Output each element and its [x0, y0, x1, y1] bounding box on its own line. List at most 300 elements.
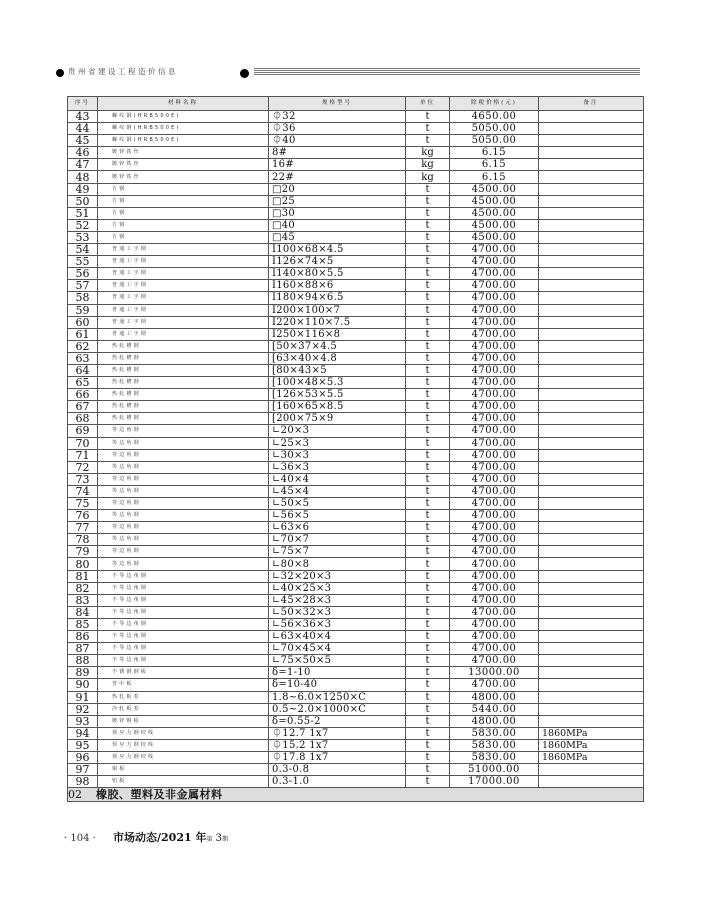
spec-model-cell: ∟70×7: [269, 534, 406, 546]
price-cell: 4700.00: [450, 389, 539, 401]
unit-cell: t: [406, 461, 450, 473]
remark-cell: [539, 522, 644, 534]
price-cell: 4700.00: [450, 546, 539, 558]
remark-cell: [539, 377, 644, 389]
row-number-cell: 72: [68, 461, 98, 473]
remark-cell: [539, 498, 644, 510]
remark-cell: [539, 546, 644, 558]
material-name-cell: 等边角钢: [98, 449, 269, 461]
remark-cell: [539, 328, 644, 340]
price-cell: 4700.00: [450, 643, 539, 655]
spec-model-cell: I250×116×8: [269, 328, 406, 340]
remark-cell: [539, 558, 644, 570]
table-row: [68, 111, 644, 123]
row-number-cell: 44: [68, 123, 98, 135]
spec-model-cell: ⏀12.7 1x7: [269, 727, 406, 739]
remark-cell: [539, 135, 644, 147]
spec-model-cell: I160×88×6: [269, 280, 406, 292]
spec-model-cell: ∟56×5: [269, 510, 406, 522]
remark-cell: [539, 618, 644, 630]
remark-cell: [539, 147, 644, 159]
material-name-cell: 不锈钢钢板: [98, 667, 269, 679]
price-cell: 4700.00: [450, 364, 539, 376]
spec-model-cell: ∟36×3: [269, 461, 406, 473]
table-row: [68, 739, 644, 751]
remark-cell: [539, 183, 644, 195]
price-cell: 4700.00: [450, 292, 539, 304]
material-name-cell: 热轧槽钢: [98, 401, 269, 413]
table-row: [68, 364, 644, 376]
remark-cell: [539, 643, 644, 655]
table-row: [68, 123, 644, 135]
remark-cell: [539, 606, 644, 618]
issue-suffix: 期: [222, 836, 229, 843]
material-name-cell: 等边角钢: [98, 473, 269, 485]
spec-model-cell: □40: [269, 219, 406, 231]
row-number-cell: 63: [68, 352, 98, 364]
table-row: [68, 292, 644, 304]
material-name-cell: 铝板: [98, 776, 269, 788]
material-name-cell: 等边角钢: [98, 510, 269, 522]
spec-model-cell: ∟50×5: [269, 498, 406, 510]
price-cell: 5830.00: [450, 727, 539, 739]
material-name-cell: 冷轧板卷: [98, 703, 269, 715]
remark-cell: 1860MPa: [539, 739, 644, 751]
table-row: [68, 316, 644, 328]
table-row: [68, 352, 644, 364]
spec-model-cell: I180×94×6.5: [269, 292, 406, 304]
price-cell: 4700.00: [450, 377, 539, 389]
issue-number: 3: [215, 833, 223, 844]
unit-cell: t: [406, 111, 450, 123]
col-header-price: 除税价格(元): [450, 97, 539, 111]
unit-cell: t: [406, 498, 450, 510]
table-row: [68, 413, 644, 425]
price-cell: 6.15: [450, 171, 539, 183]
material-name-cell: 不等边角钢: [98, 594, 269, 606]
material-name-cell: 热轧槽钢: [98, 413, 269, 425]
table-row: [68, 207, 644, 219]
unit-cell: t: [406, 183, 450, 195]
table-row: [68, 437, 644, 449]
row-number-cell: 60: [68, 316, 98, 328]
spec-model-cell: [126×53×5.5: [269, 389, 406, 401]
material-name-cell: 不等边角钢: [98, 606, 269, 618]
material-name-cell: 热轧槽钢: [98, 340, 269, 352]
remark-cell: [539, 413, 644, 425]
price-cell: 5440.00: [450, 703, 539, 715]
remark-cell: [539, 401, 644, 413]
table-row: [68, 473, 644, 485]
unit-cell: kg: [406, 159, 450, 171]
unit-cell: t: [406, 667, 450, 679]
unit-cell: t: [406, 389, 450, 401]
row-number-cell: 73: [68, 473, 98, 485]
row-number-cell: 90: [68, 679, 98, 691]
table-row: [68, 534, 644, 546]
row-number-cell: 61: [68, 328, 98, 340]
price-cell: 4700.00: [450, 401, 539, 413]
table-row: [68, 582, 644, 594]
table-row: [68, 389, 644, 401]
table-row: [68, 631, 644, 643]
spec-model-cell: 0.5~2.0×1000×C: [269, 703, 406, 715]
table-row: [68, 171, 644, 183]
table-row: [68, 268, 644, 280]
remark-cell: [539, 570, 644, 582]
unit-cell: t: [406, 764, 450, 776]
unit-cell: t: [406, 594, 450, 606]
table-row: [68, 183, 644, 195]
unit-cell: t: [406, 280, 450, 292]
row-number-cell: 77: [68, 522, 98, 534]
table-row: [68, 510, 644, 522]
unit-cell: t: [406, 292, 450, 304]
row-number-cell: 79: [68, 546, 98, 558]
spec-model-cell: ∟25×3: [269, 437, 406, 449]
table-row: [68, 594, 644, 606]
spec-model-cell: I220×110×7.5: [269, 316, 406, 328]
col-header-remark: 备注: [539, 97, 644, 111]
row-number-cell: 88: [68, 655, 98, 667]
spec-model-cell: ∟40×25×3: [269, 582, 406, 594]
row-number-cell: 56: [68, 268, 98, 280]
unit-cell: t: [406, 522, 450, 534]
spec-model-cell: 22#: [269, 171, 406, 183]
material-name-cell: 螺纹钢(HRB500E): [98, 111, 269, 123]
spec-model-cell: ⏀36: [269, 123, 406, 135]
material-name-cell: 螺纹钢(HRB500E): [98, 135, 269, 147]
price-cell: 4700.00: [450, 570, 539, 582]
material-name-cell: 方钢: [98, 183, 269, 195]
price-cell: 4700.00: [450, 655, 539, 667]
table-row: [68, 764, 644, 776]
material-name-cell: 等边角钢: [98, 558, 269, 570]
unit-cell: t: [406, 618, 450, 630]
spec-model-cell: ∟20×3: [269, 425, 406, 437]
row-number-cell: 70: [68, 437, 98, 449]
price-cell: 4700.00: [450, 485, 539, 497]
table-row: [68, 570, 644, 582]
spec-model-cell: 1.8~6.0×1250×C: [269, 691, 406, 703]
col-header-name: 材料名称: [98, 97, 269, 111]
row-number-cell: 75: [68, 498, 98, 510]
spec-model-cell: ∟80×8: [269, 558, 406, 570]
spec-model-cell: ∟75×50×5: [269, 655, 406, 667]
row-number-cell: 96: [68, 751, 98, 763]
row-number-cell: 94: [68, 727, 98, 739]
unit-cell: t: [406, 606, 450, 618]
table-row: [68, 618, 644, 630]
remark-cell: [539, 268, 644, 280]
spec-model-cell: 0.3-0.8: [269, 764, 406, 776]
material-name-cell: 等边角钢: [98, 485, 269, 497]
remark-cell: [539, 764, 644, 776]
spec-model-cell: □45: [269, 231, 406, 243]
row-number-cell: 97: [68, 764, 98, 776]
spec-model-cell: ∟30×3: [269, 449, 406, 461]
price-cell: 4500.00: [450, 183, 539, 195]
table-row: [68, 280, 644, 292]
remark-cell: [539, 316, 644, 328]
table-row: [68, 377, 644, 389]
row-number-cell: 59: [68, 304, 98, 316]
unit-cell: t: [406, 256, 450, 268]
bullet-dot-icon: [240, 69, 249, 78]
remark-cell: [539, 364, 644, 376]
price-cell: 4500.00: [450, 219, 539, 231]
material-name-cell: 镀锌铁丝: [98, 159, 269, 171]
remark-cell: [539, 594, 644, 606]
unit-cell: kg: [406, 171, 450, 183]
table-row: [68, 219, 644, 231]
price-cell: 4700.00: [450, 594, 539, 606]
table-row: [68, 485, 644, 497]
table-row: [68, 159, 644, 171]
material-name-cell: 等边角钢: [98, 461, 269, 473]
table-row: [68, 703, 644, 715]
row-number-cell: 98: [68, 776, 98, 788]
price-cell: 4500.00: [450, 207, 539, 219]
spec-model-cell: ⏀32: [269, 111, 406, 123]
material-name-cell: 普通工字钢: [98, 268, 269, 280]
remark-cell: [539, 159, 644, 171]
spec-model-cell: I200×100×7: [269, 304, 406, 316]
price-cell: 4700.00: [450, 352, 539, 364]
remark-cell: [539, 123, 644, 135]
price-cell: 4700.00: [450, 522, 539, 534]
remark-cell: [539, 510, 644, 522]
spec-model-cell: ∟40×4: [269, 473, 406, 485]
price-cell: 4800.00: [450, 691, 539, 703]
row-number-cell: 93: [68, 715, 98, 727]
remark-cell: [539, 631, 644, 643]
remark-cell: [539, 280, 644, 292]
price-cell: 4700.00: [450, 606, 539, 618]
table-row: [68, 655, 644, 667]
remark-cell: [539, 485, 644, 497]
material-name-cell: 不等边角钢: [98, 631, 269, 643]
row-number-cell: 81: [68, 570, 98, 582]
price-cell: 4700.00: [450, 437, 539, 449]
table-row: [68, 498, 644, 510]
price-cell: 6.15: [450, 147, 539, 159]
row-number-cell: 91: [68, 691, 98, 703]
unit-cell: t: [406, 231, 450, 243]
price-cell: 5050.00: [450, 135, 539, 147]
remark-cell: [539, 776, 644, 788]
unit-cell: t: [406, 582, 450, 594]
row-number-cell: 83: [68, 594, 98, 606]
unit-cell: t: [406, 703, 450, 715]
price-table: [67, 96, 644, 802]
price-cell: 4700.00: [450, 244, 539, 256]
price-cell: 5050.00: [450, 123, 539, 135]
material-name-cell: 镀锌钢板: [98, 715, 269, 727]
unit-cell: t: [406, 340, 450, 352]
table-row: [68, 715, 644, 727]
unit-cell: t: [406, 328, 450, 340]
remark-cell: [539, 425, 644, 437]
price-cell: 4700.00: [450, 461, 539, 473]
unit-cell: t: [406, 655, 450, 667]
material-name-cell: 不等边角钢: [98, 643, 269, 655]
table-row: [68, 558, 644, 570]
page-footer: [64, 829, 228, 845]
spec-model-cell: δ=0.55-2: [269, 715, 406, 727]
spec-model-cell: □25: [269, 195, 406, 207]
material-name-cell: 等边角钢: [98, 425, 269, 437]
row-number-cell: 46: [68, 147, 98, 159]
spec-model-cell: [50×37×4.5: [269, 340, 406, 352]
row-number-cell: 74: [68, 485, 98, 497]
spec-model-cell: ∟56×36×3: [269, 618, 406, 630]
material-name-cell: 等边角钢: [98, 498, 269, 510]
price-cell: 4500.00: [450, 231, 539, 243]
material-name-cell: 镀锌铁丝: [98, 147, 269, 159]
unit-cell: t: [406, 643, 450, 655]
price-cell: 51000.00: [450, 764, 539, 776]
remark-cell: [539, 461, 644, 473]
row-number-cell: 78: [68, 534, 98, 546]
table-row: [68, 606, 644, 618]
unit-cell: t: [406, 558, 450, 570]
table-row: [68, 667, 644, 679]
unit-cell: t: [406, 244, 450, 256]
table-row: [68, 425, 644, 437]
unit-cell: t: [406, 776, 450, 788]
bullet-dot-icon: [56, 69, 64, 77]
row-number-cell: 82: [68, 582, 98, 594]
spec-model-cell: I100×68×4.5: [269, 244, 406, 256]
spec-model-cell: ⏀15.2 1x7: [269, 739, 406, 751]
price-cell: 4700.00: [450, 473, 539, 485]
remark-cell: [539, 292, 644, 304]
material-name-cell: 螺纹钢(HRB500E): [98, 123, 269, 135]
price-cell: 4700.00: [450, 316, 539, 328]
publication-title: 贵州省建设工程造价信息: [68, 67, 178, 76]
remark-cell: [539, 207, 644, 219]
col-header-no: 序号: [68, 97, 98, 111]
material-name-cell: 预应力钢绞线: [98, 751, 269, 763]
category-code: 02: [68, 788, 82, 802]
page-number: · 104 ·: [64, 833, 96, 844]
remark-cell: [539, 219, 644, 231]
spec-model-cell: [63×40×4.8: [269, 352, 406, 364]
spec-model-cell: ⏀17.8 1x7: [269, 751, 406, 763]
price-cell: 4700.00: [450, 340, 539, 352]
row-number-cell: 85: [68, 618, 98, 630]
unit-cell: t: [406, 437, 450, 449]
remark-cell: [539, 256, 644, 268]
table-row: [68, 304, 644, 316]
header-rule-lines: [254, 68, 640, 75]
material-name-cell: 不等边角钢: [98, 618, 269, 630]
remark-cell: [539, 352, 644, 364]
issue-prefix: 第: [206, 836, 213, 843]
spec-model-cell: 16#: [269, 159, 406, 171]
unit-cell: t: [406, 413, 450, 425]
unit-cell: t: [406, 207, 450, 219]
spec-model-cell: 8#: [269, 147, 406, 159]
table-header-row: [68, 97, 644, 111]
remark-cell: [539, 195, 644, 207]
row-number-cell: 92: [68, 703, 98, 715]
spec-model-cell: ⏀40: [269, 135, 406, 147]
remark-cell: [539, 667, 644, 679]
material-name-cell: 不等边角钢: [98, 582, 269, 594]
price-cell: 4700.00: [450, 618, 539, 630]
spec-model-cell: ∟63×40×4: [269, 631, 406, 643]
table-row: [68, 546, 644, 558]
unit-cell: t: [406, 377, 450, 389]
price-cell: 13000.00: [450, 667, 539, 679]
material-name-cell: 热轧槽钢: [98, 352, 269, 364]
remark-cell: [539, 304, 644, 316]
material-name-cell: 镀锌铁丝: [98, 171, 269, 183]
remark-cell: [539, 244, 644, 256]
row-number-cell: 69: [68, 425, 98, 437]
material-name-cell: 铜板: [98, 764, 269, 776]
row-number-cell: 55: [68, 256, 98, 268]
table-row: [68, 244, 644, 256]
remark-cell: 1860MPa: [539, 751, 644, 763]
price-cell: 4700.00: [450, 510, 539, 522]
material-name-cell: 方钢: [98, 231, 269, 243]
material-name-cell: 等边角钢: [98, 546, 269, 558]
unit-cell: kg: [406, 147, 450, 159]
material-name-cell: 普通工字钢: [98, 280, 269, 292]
spec-model-cell: δ=10-40: [269, 679, 406, 691]
spec-model-cell: □30: [269, 207, 406, 219]
material-name-cell: 普通工字钢: [98, 304, 269, 316]
material-name-cell: 方钢: [98, 207, 269, 219]
material-name-cell: 普通工字钢: [98, 256, 269, 268]
row-number-cell: 95: [68, 739, 98, 751]
row-number-cell: 53: [68, 231, 98, 243]
row-number-cell: 89: [68, 667, 98, 679]
unit-cell: t: [406, 268, 450, 280]
magazine-name: 市场动态/2021 年: [113, 831, 207, 844]
remark-cell: [539, 655, 644, 667]
material-name-cell: 不等边角钢: [98, 570, 269, 582]
row-number-cell: 64: [68, 364, 98, 376]
remark-cell: [539, 231, 644, 243]
material-name-cell: 热轧槽钢: [98, 364, 269, 376]
spec-model-cell: δ=1-10: [269, 667, 406, 679]
material-name-cell: 不等边角钢: [98, 655, 269, 667]
unit-cell: t: [406, 364, 450, 376]
table-row: [68, 751, 644, 763]
remark-cell: [539, 437, 644, 449]
row-number-cell: 51: [68, 207, 98, 219]
page-header: [56, 64, 640, 84]
unit-cell: t: [406, 534, 450, 546]
price-cell: 4700.00: [450, 631, 539, 643]
material-name-cell: 普通工字钢: [98, 244, 269, 256]
unit-cell: t: [406, 570, 450, 582]
spec-model-cell: ∟45×28×3: [269, 594, 406, 606]
row-number-cell: 65: [68, 377, 98, 389]
material-name-cell: 热轧槽钢: [98, 377, 269, 389]
table-row: [68, 195, 644, 207]
table-row: [68, 135, 644, 147]
remark-cell: [539, 389, 644, 401]
unit-cell: t: [406, 751, 450, 763]
price-cell: 4700.00: [450, 268, 539, 280]
price-cell: 4700.00: [450, 425, 539, 437]
row-number-cell: 48: [68, 171, 98, 183]
